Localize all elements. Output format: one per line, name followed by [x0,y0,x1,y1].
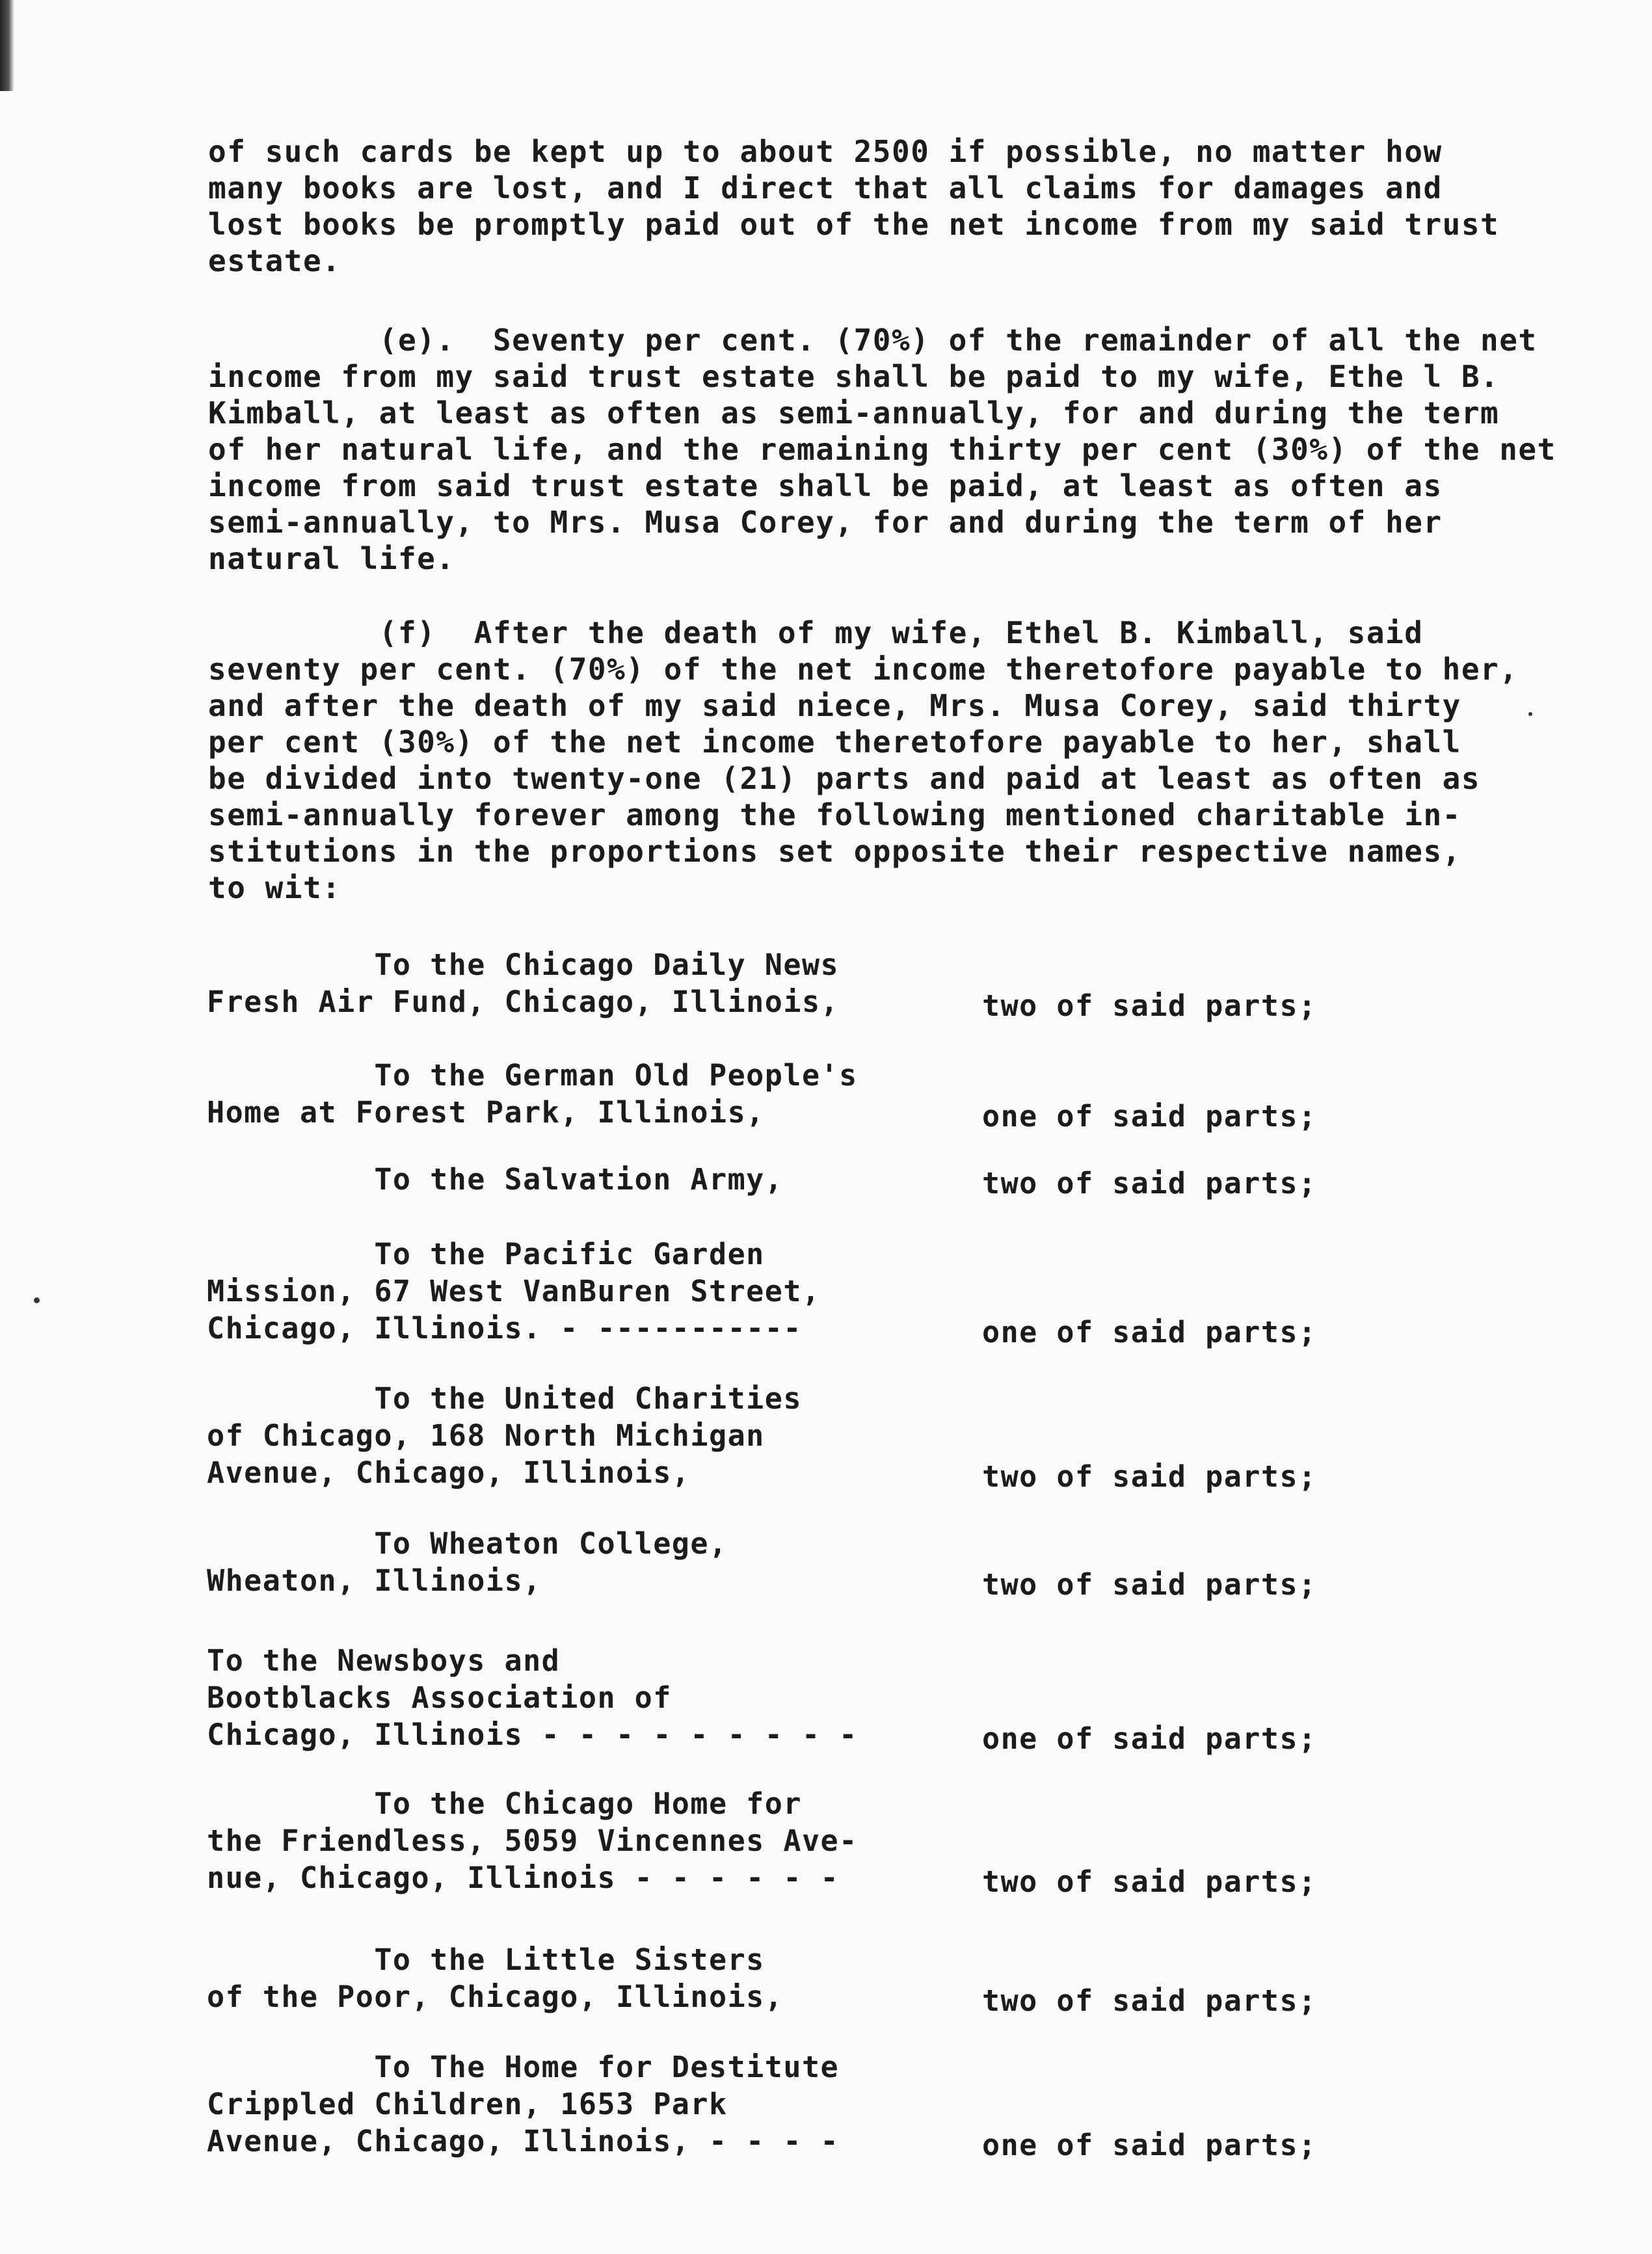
beneficiary-share: two of said parts; [982,1983,1317,2018]
text-line: nue, Chicago, Illinois - - - - - - [207,1861,840,1895]
text-line: to wit: [208,870,341,905]
scan-speck [1528,712,1532,716]
text-line: the Friendless, 5059 Vincennes Ave- [207,1823,858,1858]
text-line: To Wheaton College, [207,1526,728,1561]
text-line: Avenue, Chicago, Illinois, [207,1455,691,1490]
beneficiary-share: two of said parts; [982,988,1317,1023]
text-line: Mission, 67 West VanBuren Street, [207,1274,821,1308]
text-line: Bootblacks Association of [207,1680,672,1715]
beneficiary-name [207,1380,955,1491]
text-line: To the Chicago Daily News [207,948,840,982]
text-line: per cent (30%) of the net income theretofore payable to her, shall [208,724,1461,760]
text-line: Crippled Children, 1653 Park [207,2087,728,2121]
text-line: To the Chicago Home for [207,1786,802,1821]
text-line: To the Salvation Army, [207,1162,784,1197]
paragraph-continuation [208,133,1593,279]
text-line: and after the death of my said niece, Mrs. Musa Corey, said thirty [208,688,1461,723]
text-line: seventy per cent. (70%) of the net income theretofore payable to her, [208,652,1519,687]
paragraph-e [208,322,1593,577]
text-line: Avenue, Chicago, Illinois, - - - - [207,2124,840,2158]
text-line: income from my said trust estate shall be paid to my wife, Ethe l B. [208,359,1500,394]
text-line: Kimball, at least as often as semi-annually, for and during the term [208,395,1500,431]
text-line: semi-annually forever among the following mentioned charitable in- [208,797,1461,832]
text-line: To the Little Sisters [207,1942,765,1977]
beneficiary-share: one of said parts; [982,1721,1317,1756]
text-line: To The Home for Destitute [207,2050,840,2084]
text-line: (e). Seventy per cent. (70%) of the remainder of all the net [208,323,1538,358]
beneficiary-share: one of said parts; [982,2128,1317,2162]
text-line: Fresh Air Fund, Chicago, Illinois, [207,985,840,1019]
beneficiary-share: one of said parts; [982,1315,1317,1349]
text-line: Chicago, Illinois. - ----------- [207,1311,802,1346]
text-line: estate. [208,243,341,278]
beneficiary-share: two of said parts; [982,1166,1317,1200]
paragraph-f [208,615,1593,906]
text-line: To the Pacific Garden [207,1237,765,1271]
beneficiary-name [207,1236,955,1347]
beneficiary-name [207,1525,955,1599]
text-line: Home at Forest Park, Illinois, [207,1095,765,1130]
beneficiary-name [207,2048,955,2160]
text-line: stitutions in the proportions set opposite their respective names, [208,834,1461,869]
text-line: lost books be promptly paid out of the net income from my said trust [208,207,1500,242]
scan-speck [34,1297,40,1303]
beneficiary-name [207,946,955,1020]
text-line: of the Poor, Chicago, Illinois, [207,1980,784,2014]
beneficiary-share: two of said parts; [982,1459,1317,1494]
beneficiary-share: two of said parts; [982,1567,1317,1602]
text-line: semi-annually, to Mrs. Musa Corey, for and during the term of her [208,505,1443,540]
text-line: Chicago, Illinois - - - - - - - - - [207,1717,858,1752]
text-line: be divided into twenty-one (21) parts and paid at least as often as [208,761,1481,796]
beneficiary-name [207,1785,955,1896]
text-line: of such cards be kept up to about 2500 if possible, no matter how [208,134,1443,169]
text-line: To the German Old People's [207,1058,858,1093]
text-line: many books are lost, and I direct that all claims for damages and [208,170,1443,206]
beneficiary-share: two of said parts; [982,1864,1317,1899]
text-line: To the Newsboys and [207,1643,561,1678]
bleed-through-text [189,7,904,104]
beneficiary-name [207,1161,955,1198]
beneficiary-name [207,1941,955,2015]
beneficiary-share: one of said parts; [982,1099,1317,1134]
scan-edge-mark [0,0,14,91]
text-line: (f) After the death of my wife, Ethel B. Kimball, said [208,615,1424,650]
text-line: natural life. [208,541,455,576]
text-line: of Chicago, 168 North Michigan [207,1418,765,1453]
text-line: of her natural life, and the remaining thirty per cent (30%) of the net [208,432,1556,467]
text-line: To the United Charities [207,1381,802,1416]
beneficiary-name [207,1642,955,1753]
text-line: Wheaton, Illinois, [207,1563,542,1598]
text-line: income from said trust estate shall be paid, at least as often as [208,468,1443,503]
beneficiary-name [207,1057,955,1131]
